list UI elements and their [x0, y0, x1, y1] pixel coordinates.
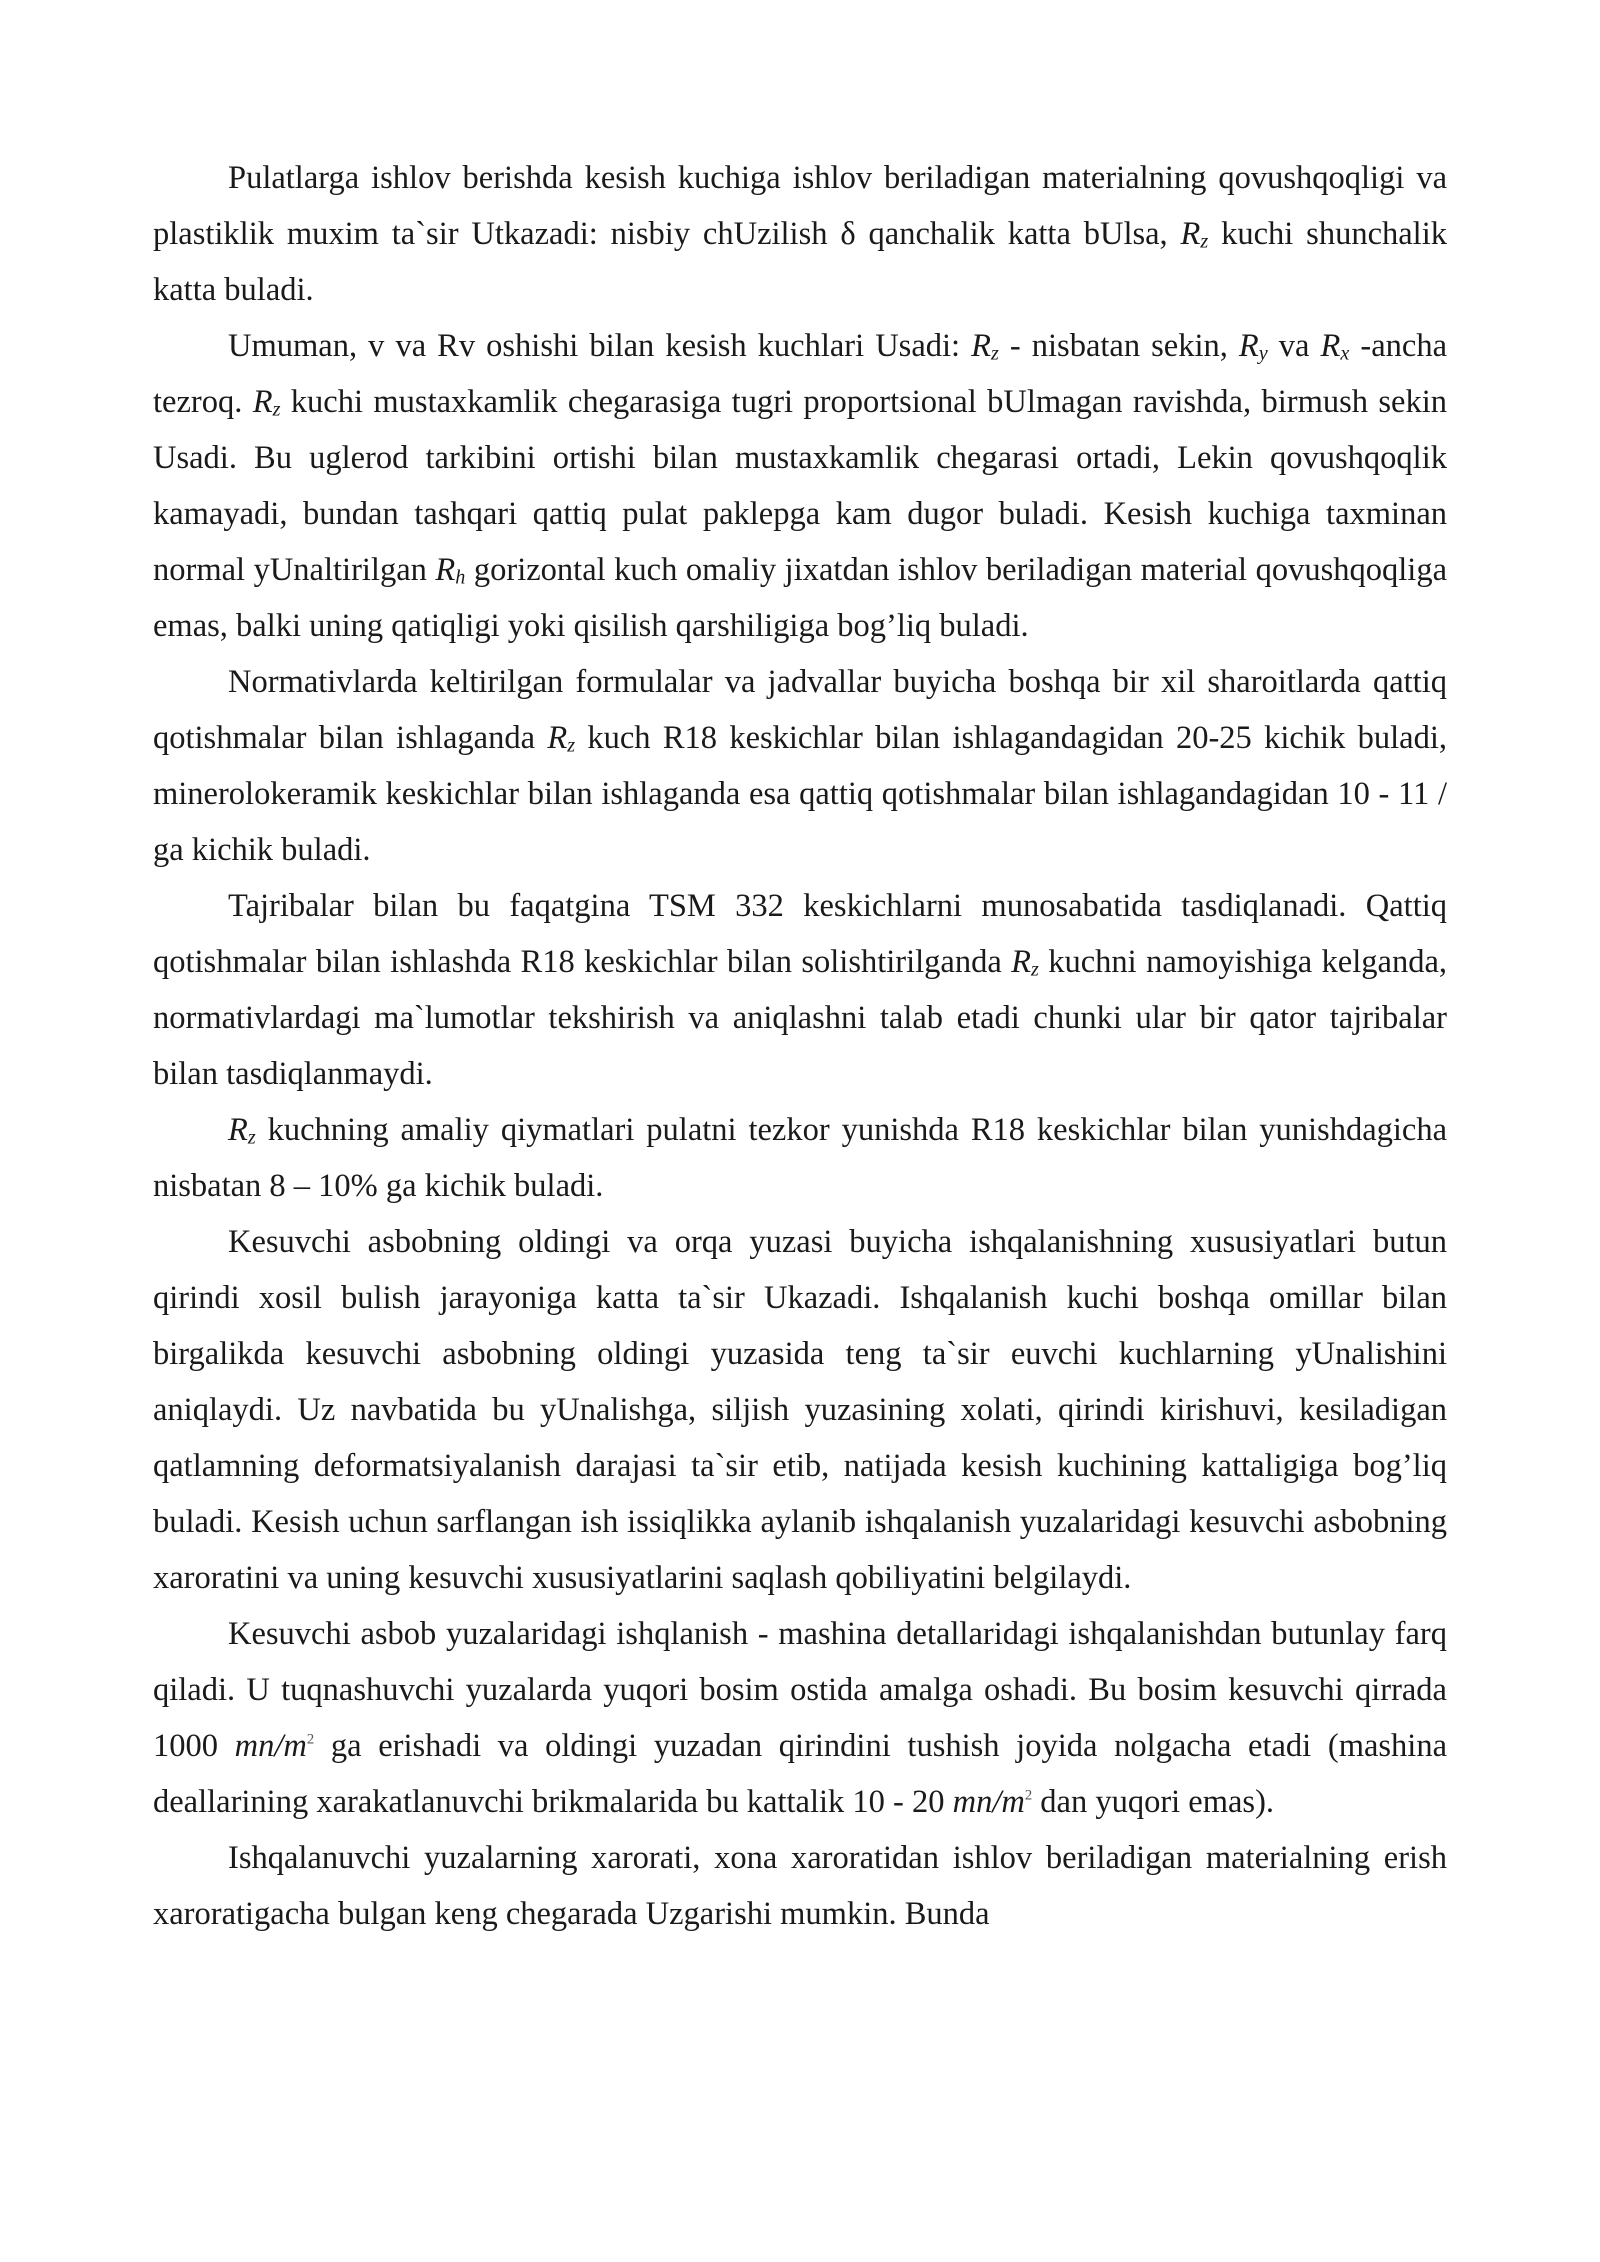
symbol-r: R — [435, 552, 456, 588]
text-run: ga erishadi va oldingi yuzadan qirindini tushish joyida nolgacha etadi (mashina deallarining xarakatlanuvchi brikmalarida bu kattalik 10 - 20 — [153, 1728, 1448, 1820]
paragraph — [153, 654, 1447, 878]
unit-superscript: 2 — [306, 1731, 315, 1748]
text-run: Kesuvchi asbobning oldingi va orqa yuzasi buyicha ishqalanishning xususiyatlari butun qirindi xosil bulish jarayoniga katta ta`sir Ukazadi. Ishqalanish kuchi boshqa omillar bilan birgalikda kesuvchi asbobning oldingi yuzasida teng ta`sir euvchi kuchlarning yUnalishini aniqlaydi. Uz navbatida bu yUnalishga, siljish yuzasining xolati, qirindi kirishuvi, kesiladigan qatlamning deformatsiyalanish darajasi ta`sir etib, natijada kesish kuchining kattaligiga bog’liq buladi. Kesish uchun sarflangan ish issiqlikka aylanib ishqalanish yuzalaridagi kesuvchi asbobning xaroratini va uning kesuvchi xususiyatlarini saqlash qobiliyatini belgilaydi. — [153, 1224, 1447, 1596]
text-run: kuchi shunchalik katta buladi. — [153, 216, 1447, 308]
text-run: kuchning amaliy qiymatlari pulatni tezkor yunishda R18 keskichlar bilan yunishdagicha nisbatan 8 – 10% ga kichik buladi. — [153, 1112, 1447, 1204]
text-run: kuchni namoyishiga kelganda, normativlardagi ma`lumotlar tekshirish va aniqlashni talab etadi chunki ular bir qator tajribalar bilan tasdiqlanmaydi. — [153, 944, 1447, 1092]
text-run: kuchi mustaxkamlik chegarasiga tugri proportsional bUlmagan ravishda, birmush sekin Usadi. Bu uglerod tarkibini ortishi bilan mustaxkamlik chegarasi ortadi, Lekin qovushqoqlik kamayadi, bundan tashqari qattiq pulat paklepga kam dugor buladi. Kesish kuchiga taxminan normal yUnaltirilgan — [153, 384, 1448, 588]
paragraph — [153, 150, 1447, 318]
symbol-r: R — [971, 328, 991, 364]
symbol-subscript: z — [567, 734, 576, 757]
text-run: gorizontal kuch omaliy jixatdan ishlov beriladigan material qovushqoqliga emas, balki uning qatiqligi yoki qisilish qarshiligiga bog’liq buladi. — [153, 552, 1447, 644]
symbol-subscript: z — [247, 1126, 256, 1149]
text-run: Pulatlarga ishlov berishda kesish kuchiga ishlov beriladigan materialning qovushqoqligi va plastiklik muxim ta`sir Utkazadi: nisbiy chUzilish δ qanchalik katta bUlsa, — [153, 160, 1447, 252]
text-run: - nisbatan sekin, — [998, 328, 1239, 364]
unit-superscript: 2 — [1024, 1787, 1033, 1804]
paragraph — [153, 1214, 1447, 1606]
symbol-subscript: z — [272, 398, 281, 421]
text-run: Kesuvchi asbob yuzalaridagi ishqlanish - mashina detallaridagi ishqalanishdan butunlay farq qiladi. U tuqnashuvchi yuzalarda yuqori bosim ostida amalga oshadi. Bu bosim kesuvchi qirrada 1000 — [153, 1616, 1447, 1764]
text-run: dan yuqori emas). — [1032, 1784, 1275, 1820]
text-run: Ishqalanuvchi yuzalarning xarorati, xona xaroratidan ishlov beriladigan materialning erish xaroratigacha bulgan keng chegarada Uzgarishi mumkin. Bunda — [153, 1840, 1447, 1932]
paragraph — [153, 1102, 1447, 1214]
symbol-subscript: y — [1258, 342, 1268, 365]
text-run: Tajribalar bilan bu faqatgina TSM 332 keskichlarni munosabatida tasdiqlanadi. Qattiq qotishmalar bilan ishlashda R18 keskichlar bilan solishtirilganda — [153, 888, 1447, 980]
symbol-r: R — [1320, 328, 1341, 364]
symbol-r: R — [1238, 328, 1259, 364]
symbol-r: R — [252, 384, 273, 420]
symbol-r: R — [228, 1112, 248, 1148]
symbol-subscript: z — [1031, 958, 1039, 981]
unit-mn-per-m: mn/m — [952, 1784, 1025, 1820]
text-run: va — [1267, 328, 1321, 364]
symbol-r: R — [1011, 944, 1032, 980]
symbol-r: R — [547, 720, 568, 756]
paragraph — [153, 1830, 1447, 1942]
unit-mn-per-m: mn/m — [234, 1728, 307, 1764]
text-run: Umuman, v va Rv oshishi bilan kesish kuchlari Usadi: — [228, 328, 972, 364]
paragraph — [153, 1606, 1447, 1830]
symbol-subscript: z — [990, 342, 999, 365]
symbol-subscript: h — [455, 566, 466, 589]
paragraph — [153, 318, 1447, 654]
symbol-subscript: x — [1340, 342, 1350, 365]
symbol-r: R — [1180, 216, 1201, 252]
text-run: -ancha tezroq. — [153, 328, 1447, 420]
symbol-subscript: z — [1200, 230, 1209, 253]
paragraph — [153, 878, 1447, 1102]
text-run: kuch R18 keskichlar bilan ishlagandagidan 20-25 kichik buladi, minerolokeramik keskichlar bilan ishlaganda esa qattiq qotishmalar bilan ishlagandagidan 10 - 11 / ga kichik buladi. — [153, 720, 1448, 868]
text-run: Normativlarda keltirilgan formulalar va jadvallar buyicha boshqa bir xil sharoitlarda qattiq qotishmalar bilan ishlaganda — [153, 664, 1447, 756]
